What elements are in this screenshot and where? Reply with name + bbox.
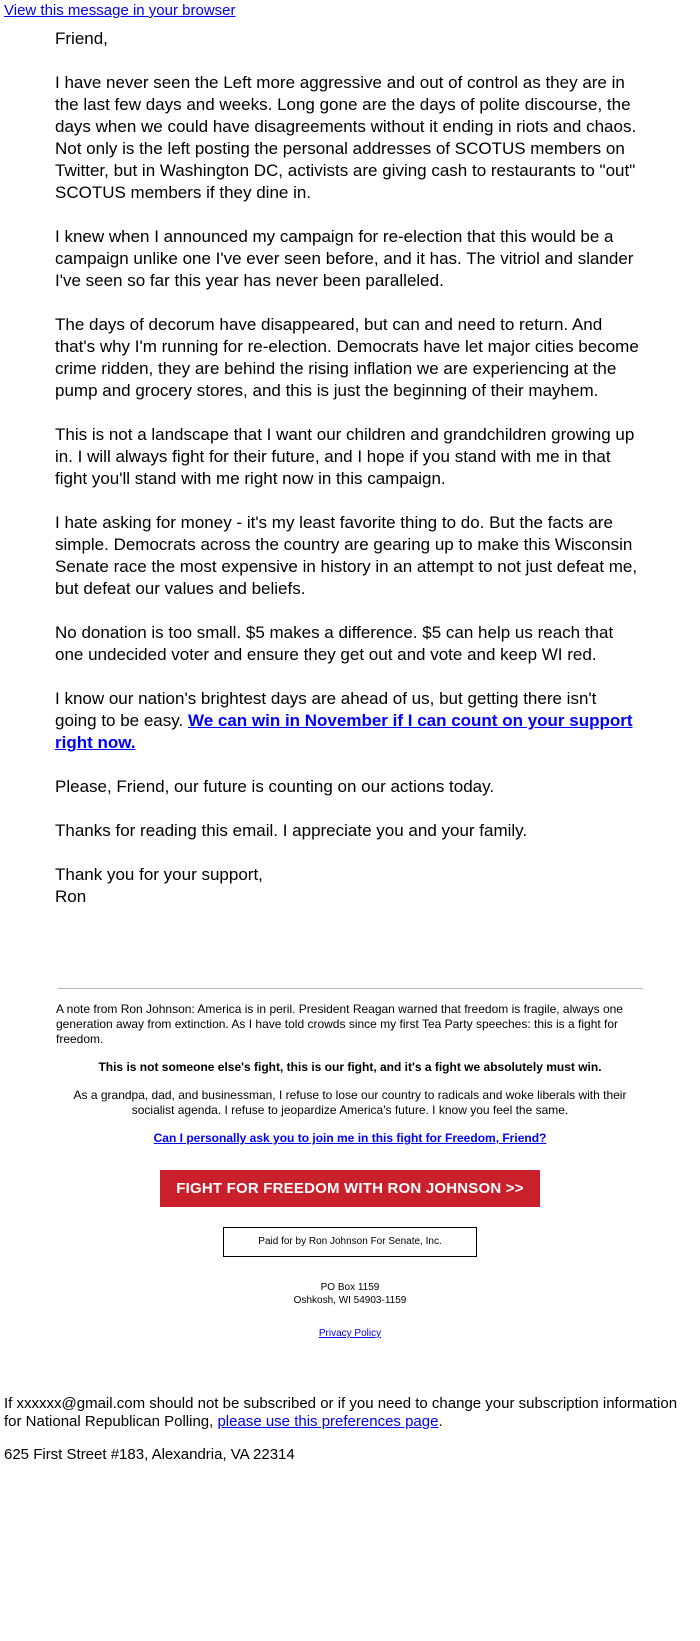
view-in-browser-link[interactable]: View this message in your browser — [4, 2, 236, 19]
note-section — [56, 1002, 644, 1341]
win-in-november-link[interactable]: We can win in November if I can count on your support right now. — [55, 711, 633, 752]
signature-block — [55, 864, 642, 908]
body-paragraph: Please, Friend, our future is counting on our actions today. — [55, 777, 495, 796]
body-paragraph: I knew when I announced my campaign for re-election that this would be a campaign unlike one I've ever seen before, and it has. The vitriol and slander I've seen so far this year has never been paralleled. — [55, 227, 634, 290]
note-bold-paragraph: This is not someone else's fight, this is our fight, and it's a fight we absolutely must win. — [98, 1060, 602, 1074]
body-paragraph: No donation is too small. $5 makes a difference. $5 can help us reach that one undecided voter and ensure they get out and vote and keep WI red. — [55, 623, 614, 664]
cta-paragraph — [55, 688, 642, 754]
cta-prefix-text: I know our nation's brightest days are ahead of us, but getting there isn't going to be easy. — [55, 689, 597, 730]
privacy-policy-link[interactable]: Privacy Policy — [318, 1328, 382, 1339]
footer — [4, 1395, 694, 1464]
body-paragraph: Thanks for reading this email. I appreciate you and your family. — [55, 821, 528, 840]
paid-for-row — [56, 1227, 644, 1257]
po-box-line: PO Box 1159 — [320, 1282, 380, 1293]
unsubscribe-prefix: If xxxxxx@gmail.com should not be subscribed or if you need to change your subscription information for National Republican Polling, — [4, 1395, 678, 1430]
join-fight-link[interactable]: Can I personally ask you to join me in this fight for Freedom, Friend? — [153, 1131, 547, 1145]
body-paragraph: This is not a landscape that I want our children and grandchildren growing up in. I will always fight for their future, and I hope if you stand with me in that fight you'll stand with me right now in this campaign. — [55, 425, 635, 488]
note-paragraph: As a grandpa, dad, and businessman, I refuse to lose our country to radicals and woke liberals with their socialist agenda. I refuse to jeopardize America's future. I know you feel the same. — [73, 1088, 627, 1117]
divider — [58, 988, 643, 989]
greeting: Friend, — [55, 29, 108, 48]
join-fight-row — [56, 1131, 644, 1146]
body-paragraph: I have never seen the Left more aggressive and out of control as they are in the last few days and weeks. Long gone are the days of polite discourse, the days when we could have disagreements without it ending in riots and chaos. Not only is the left posting the personal addresses of SCOTUS members on Twitter, but in Washington DC, activists are giving cash to restaurants to "out" SCOTUS members if they dine in. — [55, 73, 637, 202]
fight-for-freedom-button[interactable]: FIGHT FOR FREEDOM WITH RON JOHNSON >> — [160, 1170, 539, 1207]
paid-for-disclaimer: Paid for by Ron Johnson For Senate, Inc. — [223, 1227, 476, 1257]
button-row — [56, 1170, 644, 1207]
note-paragraph: A note from Ron Johnson: America is in peril. President Reagan warned that freedom is fragile, always one generation away from extinction. As I have told crowds since my first Tea Party speeches: this is a fight for freedom. — [56, 1002, 623, 1046]
unsubscribe-suffix: . — [438, 1413, 443, 1430]
body-paragraph: The days of decorum have disappeared, but can and need to return. And that's why I'm running for re-election. Democrats have let major cities become crime ridden, they are behind the rising inflation we are experiencing at the pump and grocery stores, and this is just the beginning of their mayhem. — [55, 315, 639, 400]
privacy-row — [56, 1325, 644, 1341]
unsubscribe-text — [4, 1395, 694, 1431]
preferences-page-link[interactable]: please use this preferences page — [217, 1413, 439, 1430]
sender-address: 625 First Street #183, Alexandria, VA 22314 — [4, 1446, 295, 1463]
signoff-text: Thank you for your support, — [55, 865, 263, 884]
email-body — [55, 28, 642, 908]
po-address — [56, 1281, 644, 1307]
body-paragraph: I hate asking for money - it's my least favorite thing to do. But the facts are simple. Democrats across the country are gearing up to make this Wisconsin Senate race the most expensive in history in an attempt to not just defeat me, but defeat our values and beliefs. — [55, 513, 638, 598]
po-city-line: Oshkosh, WI 54903-1159 — [293, 1295, 407, 1306]
signature-name: Ron — [55, 887, 87, 906]
